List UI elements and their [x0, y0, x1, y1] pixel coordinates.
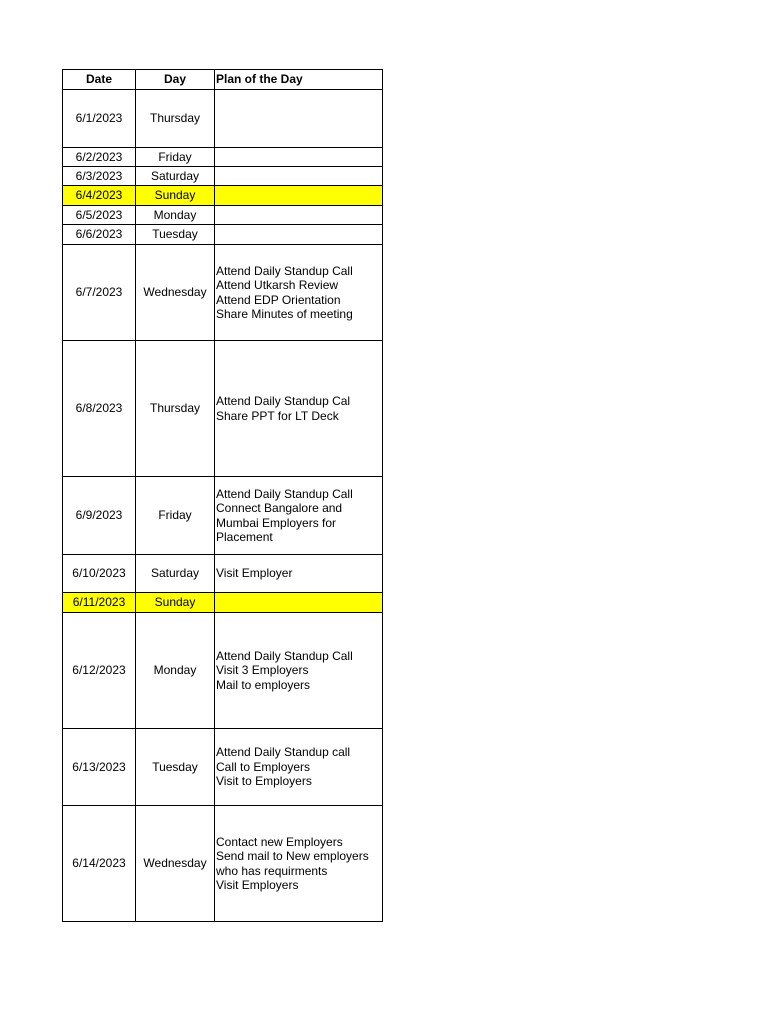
day-cell: Monday [136, 206, 215, 225]
table-row [63, 341, 383, 477]
table-row [63, 593, 383, 613]
table-row [63, 167, 383, 186]
plan-line: Connect Bangalore and [216, 501, 343, 515]
table-row [63, 806, 383, 922]
date-cell: 6/13/2023 [63, 729, 136, 806]
table-row [63, 477, 383, 555]
plan-line: Call to Employers [216, 759, 311, 774]
plan-cell [215, 245, 383, 341]
plan-line: Visit Employers [216, 878, 299, 892]
table-row [63, 148, 383, 167]
plan-cell [215, 206, 383, 225]
table-row [63, 225, 383, 245]
day-cell: Saturday [136, 167, 215, 186]
date-cell: 6/4/2023 [63, 186, 136, 206]
day-cell: Wednesday [136, 806, 215, 922]
table-row [63, 206, 383, 225]
day-cell: Saturday [136, 555, 215, 593]
plan-line: Mumbai Employers for [216, 515, 337, 530]
plan-cell [215, 593, 383, 613]
date-cell: 6/7/2023 [63, 245, 136, 341]
date-cell: 6/5/2023 [63, 206, 136, 225]
date-cell: 6/6/2023 [63, 225, 136, 245]
plan-cell [215, 729, 383, 806]
table-row [63, 245, 383, 341]
day-cell: Thursday [136, 90, 215, 148]
date-cell: 6/10/2023 [63, 555, 136, 593]
plan-line: Attend Daily Standup Call [216, 263, 353, 278]
day-cell: Monday [136, 613, 215, 729]
plan-line: who has requirments [216, 863, 328, 878]
plan-line: Attend Daily Standup Call [216, 486, 353, 501]
plan-cell [215, 148, 383, 167]
header-plan: Plan of the Day [215, 70, 383, 90]
plan-cell [215, 806, 383, 922]
date-cell: 6/12/2023 [63, 613, 136, 729]
plan-cell [215, 341, 383, 477]
plan-cell [215, 186, 383, 206]
plan-line: Visit Employer [216, 566, 293, 581]
plan-line: Attend Daily Standup call [216, 745, 351, 760]
plan-line: Placement [216, 530, 273, 544]
plan-cell [215, 477, 383, 555]
day-cell: Sunday [136, 593, 215, 613]
table-body [63, 90, 383, 922]
plan-cell [215, 225, 383, 245]
table-row [63, 729, 383, 806]
plan-cell [215, 613, 383, 729]
plan-line: Send mail to New employers [216, 849, 369, 863]
day-cell: Friday [136, 477, 215, 555]
date-cell: 6/14/2023 [63, 806, 136, 922]
day-cell: Tuesday [136, 729, 215, 806]
plan-line: Attend Daily Standup Call [216, 648, 353, 663]
plan-line: Visit 3 Employers [216, 663, 309, 678]
day-cell: Friday [136, 148, 215, 167]
plan-line: Attend Utkarsh Review [216, 278, 339, 292]
date-cell: 6/1/2023 [63, 90, 136, 148]
plan-line: Share PPT for LT Deck [216, 408, 339, 423]
plan-line: Share Minutes of meeting [216, 307, 353, 321]
day-cell: Sunday [136, 186, 215, 206]
date-cell: 6/11/2023 [63, 593, 136, 613]
date-cell: 6/2/2023 [63, 148, 136, 167]
day-cell: Thursday [136, 341, 215, 477]
plan-table [62, 69, 383, 922]
table-row [63, 555, 383, 593]
header-date: Date [63, 70, 136, 90]
plan-line: Attend Daily Standup Cal [216, 394, 351, 408]
plan-line: Attend EDP Orientation [216, 292, 341, 307]
header-row [63, 70, 383, 90]
header-day: Day [136, 70, 215, 90]
date-cell: 6/3/2023 [63, 167, 136, 186]
plan-cell [215, 555, 383, 593]
plan-line: Mail to employers [216, 677, 311, 692]
date-cell: 6/8/2023 [63, 341, 136, 477]
plan-cell [215, 90, 383, 148]
table-row [63, 186, 383, 206]
day-cell: Wednesday [136, 245, 215, 341]
plan-line: Contact new Employers [216, 834, 343, 849]
table-row [63, 613, 383, 729]
day-cell: Tuesday [136, 225, 215, 245]
plan-line: Visit to Employers [216, 774, 312, 789]
date-cell: 6/9/2023 [63, 477, 136, 555]
table-row [63, 90, 383, 148]
plan-cell [215, 167, 383, 186]
